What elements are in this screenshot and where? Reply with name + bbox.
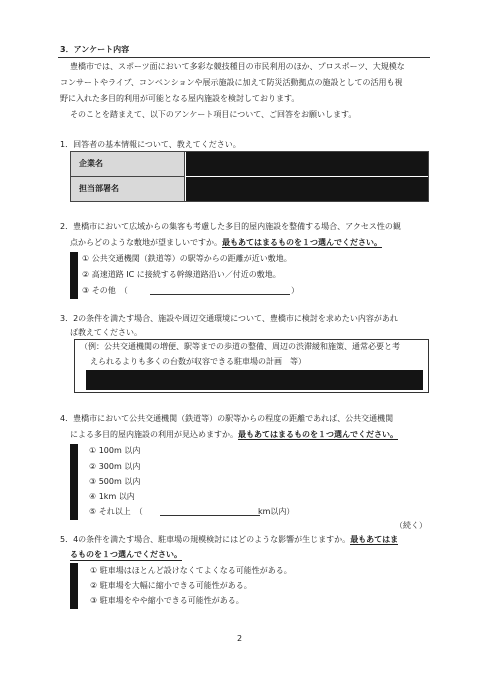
- q4-other-unit: km以内）: [258, 507, 295, 516]
- q5-instruction-part-2: るものを１つ選んでください。: [70, 550, 182, 559]
- q2-line-1: 2．豊橋市において広域からの集客も考慮した多目的屋内施設を整備する場合、アクセス性の観: [60, 222, 401, 231]
- q4-option-3: ③ 500m 以内: [89, 477, 141, 486]
- q2-instruction: 最もあてはまるものを１つ選んでください。: [222, 238, 382, 247]
- section-title: 3．アンケート内容: [60, 45, 130, 54]
- q4-option-5: ⑤ それ以上 （: [89, 507, 143, 516]
- q2-option-3: ③ その他 （: [82, 286, 128, 295]
- intro-line-2: コンサートやライブ、コンベンションや展示施設に加えて防災活動拠点の施設としての活用も視: [60, 78, 403, 87]
- q5-option-1: ① 駐車場はほとんど設けなくてよくなる可能性がある。: [90, 566, 292, 575]
- q4-option-2: ② 300m 以内: [89, 462, 141, 471]
- q5-line-1: [60, 535, 398, 545]
- q3-line-1: 3．2の条件を満たす場合、施設や周辺交通環境について、豊橋市に検討を求めたい内容があれ: [60, 314, 398, 323]
- q2-other-close: ）: [291, 286, 299, 295]
- q4-selection-redacted: [70, 444, 78, 520]
- q4-line-2-text: による多目的屋内施設の利用が見込めますか。: [70, 430, 238, 439]
- q4-line-1: 4．豊橋市において公共交通機関（鉄道等）の駅等からの程度の距離であれば、公共交通機関: [60, 414, 394, 423]
- intro-line-4: そのことを踏まえて、以下のアンケート項目について、ご回答をお願いします。: [70, 110, 357, 119]
- q2-line-2-text: 点からどのような敷地が望ましいですか。: [70, 238, 222, 247]
- company-name-redacted-value: [186, 152, 428, 176]
- q4-option-4: ④ 1km 以内: [89, 492, 135, 501]
- q2-other-blank[interactable]: [150, 294, 290, 295]
- q2-line-2: [70, 238, 382, 248]
- company-name-label-cell: [70, 151, 185, 177]
- q5-option-3: ③ 駐車場をやや縮小できる可能性がある。: [90, 596, 244, 605]
- q5-line-1-text: 5．4の条件を満たす場合、駐車場の規模検討にはどのような影響が生じますか。: [60, 535, 351, 544]
- q5-selection-redacted: [70, 563, 78, 609]
- q2-option-1: ① 公共交通機関（鉄道等）の駅等からの距離が近い敷地。: [82, 254, 292, 263]
- department-label: 担当部署名: [79, 184, 119, 193]
- section-divider: [58, 57, 430, 58]
- q2-selection-redacted: [70, 252, 78, 299]
- q3-line-2: ば教えてください。: [70, 328, 142, 337]
- q5-instruction-part-1: 最もあてはま: [350, 535, 399, 544]
- q1-text: 1．回答者の基本情報について、教えてください。: [60, 140, 241, 149]
- q2-option-2: ② 高速道路 IC に接続する幹線道路沿い／付近の敷地。: [82, 270, 281, 279]
- page-number: 2: [237, 634, 243, 643]
- intro-line-1: 豊橋市では、スポーツ面において多彩な競技種目の市民利用のほか、プロスポーツ、大規模な: [70, 62, 405, 71]
- q4-other-blank[interactable]: [160, 515, 260, 516]
- company-name-label: 企業名: [79, 159, 103, 168]
- department-redacted-value: [186, 177, 428, 201]
- q3-example-2: えられるよりも多くの台数が収容できる駐車場の計画 等）: [90, 357, 306, 366]
- q4-option-1: ① 100m 以内: [89, 446, 141, 455]
- q4-instruction: 最もあてはまるものを１つ選んでください。: [238, 430, 398, 439]
- q3-example-1: （例：公共交通機関の増便、駅等までの歩道の整備、周辺の渋滞緩和施策、通常必要と考: [80, 342, 400, 351]
- continued-label: （続く）: [395, 521, 427, 530]
- department-label-cell: [70, 176, 185, 202]
- q3-answer-redacted: [86, 370, 423, 390]
- q5-option-2: ② 駐車場を大幅に縮小できる可能性がある。: [90, 581, 252, 590]
- q4-line-2: [70, 430, 398, 440]
- intro-line-3: 野に入れた多目的利用が可能となる屋内施設を検討しております。: [60, 94, 300, 103]
